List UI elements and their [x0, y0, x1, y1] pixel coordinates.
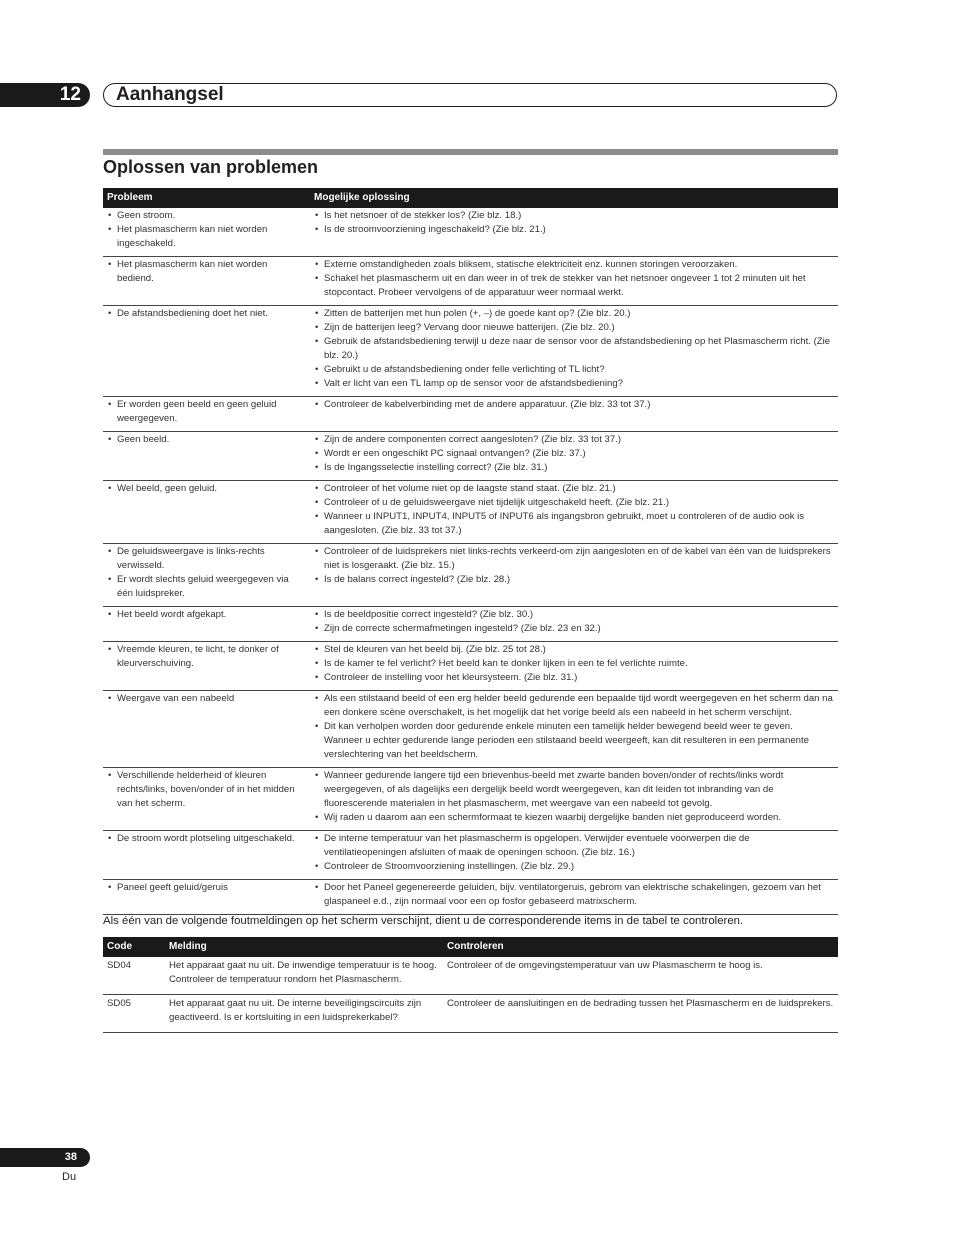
solution-cell	[310, 208, 838, 257]
problem-list	[107, 482, 306, 496]
problem-cell	[103, 831, 310, 880]
solution-list	[314, 832, 834, 874]
page-language: Du	[62, 1171, 77, 1183]
chapter-title: Aanhangsel	[103, 83, 837, 107]
table-row	[103, 607, 838, 642]
problem-cell	[103, 768, 310, 831]
problem-cell	[103, 397, 310, 432]
solution-list	[314, 643, 834, 685]
problem-item: • Het plasmascherm kan niet worden ingeschakeld.	[107, 223, 306, 251]
problem-cell	[103, 481, 310, 544]
problem-list	[107, 307, 306, 321]
problem-cell	[103, 544, 310, 607]
problem-list	[107, 881, 306, 895]
solution-item: • Controleer de Stroomvoorziening instellingen. (Zie blz. 29.)	[314, 860, 834, 874]
solution-item: • Door het Paneel gegenereerde geluiden, bijv. ventilatorgeruis, gebrom van elektrische schakelingen, gezoem van het glaspaneel e.d., zijn normaal voor een op fosfor gebaseerd matrixscherm.	[314, 881, 834, 909]
table-row	[103, 306, 838, 397]
table-row	[103, 257, 838, 306]
solution-cell	[310, 481, 838, 544]
error-codes-intro: Als één van de volgende foutmeldingen op het scherm verschijnt, dient u de corresponderende items in de tabel te controleren.	[103, 915, 744, 927]
solution-item: • Wanneer u INPUT1, INPUT4, INPUT5 of INPUT6 als ingangsbron gebruikt, moet u controleren of de audio ook is aangesloten. (Zie blz. 33 tot 37.)	[314, 510, 834, 538]
problem-list	[107, 692, 306, 706]
problem-cell	[103, 880, 310, 915]
section-title: Oplossen van problemen	[103, 157, 319, 177]
table-row	[103, 481, 838, 544]
solution-cell	[310, 257, 838, 306]
solution-cell	[310, 432, 838, 481]
solution-item: • Gebruik de afstandsbediening terwijl u deze naar de sensor voor de afstandsbediening op het Plasmascherm richt. (Zie blz. 20.)	[314, 335, 834, 363]
solution-item: • Valt er licht van een TL lamp op de sensor voor de afstandsbediening?	[314, 377, 834, 391]
solution-item: • Controleer de kabelverbinding met de andere apparatuur. (Zie blz. 33 tot 37.)	[314, 398, 834, 412]
solution-item: • Zijn de batterijen leeg? Vervang door nieuwe batterijen. (Zie blz. 20.)	[314, 321, 834, 335]
solution-item: • Zijn de correcte schermafmetingen ingesteld? (Zie blz. 23 en 32.)	[314, 622, 834, 636]
solution-item: • Is de balans correct ingesteld? (Zie blz. 28.)	[314, 573, 834, 587]
solution-item: • Als een stilstaand beeld of een erg helder beeld gedurende een bepaalde tijd wordt weergegeven en het scherm dan na een donkere scène overschakelt, is het mogelijk dat het vorige beeld als een nabeeld in het scherm verschijnt.	[314, 692, 834, 720]
problem-list	[107, 832, 306, 846]
table-row	[103, 957, 838, 995]
error-codes-table	[103, 937, 838, 1033]
solution-list	[314, 545, 834, 587]
problem-item: • Geen stroom.	[107, 209, 306, 223]
table-row	[103, 691, 838, 768]
problem-item: • Het beeld wordt afgekapt.	[107, 608, 306, 622]
solution-item: • Controleer de instelling voor het kleursysteem. (Zie blz. 31.)	[314, 671, 834, 685]
problem-cell	[103, 257, 310, 306]
solution-cell	[310, 607, 838, 642]
table-row	[103, 432, 838, 481]
solution-item: • Gebruikt u de afstandsbediening onder felle verlichting of TL licht?	[314, 363, 834, 377]
problem-item: • De stroom wordt plotseling uitgeschakeld.	[107, 832, 306, 846]
table-row	[103, 642, 838, 691]
chapter-number: 12	[0, 83, 90, 107]
check-cell: Controleer of de omgevingstemperatuur van uw Plasmascherm te hoog is.	[443, 957, 838, 995]
section-divider	[103, 149, 838, 155]
solution-list	[314, 608, 834, 636]
solution-list	[314, 258, 834, 300]
problem-list	[107, 433, 306, 447]
troubleshooting-table	[103, 188, 838, 915]
solution-cell	[310, 831, 838, 880]
problem-item: • Vreemde kleuren, te licht, te donker of kleurverschuiving.	[107, 643, 306, 671]
solution-list	[314, 482, 834, 538]
solution-item: • Externe omstandigheden zoals bliksem, statische elektriciteit enz. kunnen storingen veroorzaken.	[314, 258, 834, 272]
solution-item: • Schakel het plasmascherm uit en dan weer in of trek de stekker van het netsnoer ongeveer 1 tot 2 minuten uit het stopcontact. Probeer vervolgens of de apparatuur weer normaal werkt.	[314, 272, 834, 300]
problem-cell	[103, 306, 310, 397]
solution-item: • Wij raden u daarom aan een schermformaat te kiezen waarbij dergelijke banden niet geproduceerd worden.	[314, 811, 834, 825]
table-row	[103, 768, 838, 831]
table-row	[103, 880, 838, 915]
message-cell: Het apparaat gaat nu uit. De inwendige temperatuur is te hoog. Controleer de temperatuur rondom het Plasmascherm.	[165, 957, 443, 995]
problem-item: • Weergave van een nabeeld	[107, 692, 306, 706]
problem-list	[107, 769, 306, 811]
solution-list	[314, 692, 834, 762]
table-row	[103, 397, 838, 432]
code-cell: SD04	[103, 957, 165, 995]
solution-list	[314, 307, 834, 391]
column-header-solution: Mogelijke oplossing	[310, 188, 838, 208]
problem-item: • Er wordt slechts geluid weergegeven via één luidspreker.	[107, 573, 306, 601]
solution-list	[314, 398, 834, 412]
solution-item: • De interne temperatuur van het plasmascherm is opgelopen. Verwijder eventuele voorwerpen die de ventilatieopeningen afsluiten of maak de openingen schoon. (Zie blz. 16.)	[314, 832, 834, 860]
problem-item: • Er worden geen beeld en geen geluid weergegeven.	[107, 398, 306, 426]
solution-item: • Zitten de batterijen met hun polen (+, –) de goede kant op? (Zie blz. 20.)	[314, 307, 834, 321]
solution-item: • Controleer of het volume niet op de laagste stand staat. (Zie blz. 21.)	[314, 482, 834, 496]
table-row	[103, 544, 838, 607]
problem-list	[107, 608, 306, 622]
problem-list	[107, 209, 306, 251]
solution-cell	[310, 544, 838, 607]
solution-list	[314, 881, 834, 909]
problem-item: • De geluidsweergave is links-rechts verwisseld.	[107, 545, 306, 573]
table-row	[103, 831, 838, 880]
solution-cell	[310, 880, 838, 915]
solution-item: • Is de stroomvoorziening ingeschakeld? (Zie blz. 21.)	[314, 223, 834, 237]
problem-item: • De afstandsbediening doet het niet.	[107, 307, 306, 321]
solution-item: • Is de beeldpositie correct ingesteld? (Zie blz. 30.)	[314, 608, 834, 622]
problem-cell	[103, 432, 310, 481]
troubleshooting-header-row	[103, 188, 838, 208]
column-header-check: Controleren	[443, 937, 838, 957]
solution-list	[314, 433, 834, 475]
column-header-code: Code	[103, 937, 165, 957]
solution-list	[314, 769, 834, 825]
problem-item: • Verschillende helderheid of kleuren rechts/links, boven/onder of in het midden van het scherm.	[107, 769, 306, 811]
problem-item: • Paneel geeft geluid/geruis	[107, 881, 306, 895]
error-codes-header-row	[103, 937, 838, 957]
problem-list	[107, 545, 306, 601]
problem-cell	[103, 607, 310, 642]
column-header-message: Melding	[165, 937, 443, 957]
solution-item: • Stel de kleuren van het beeld bij. (Zie blz. 25 tot 28.)	[314, 643, 834, 657]
solution-item: • Wordt er een ongeschikt PC signaal ontvangen? (Zie blz. 37.)	[314, 447, 834, 461]
solution-item: • Is het netsnoer of de stekker los? (Zie blz. 18.)	[314, 209, 834, 223]
problem-cell	[103, 208, 310, 257]
solution-item: • Controleer of u de geluidsweergave niet tijdelijk uitgeschakeld heeft. (Zie blz. 21.)	[314, 496, 834, 510]
problem-item: • Geen beeld.	[107, 433, 306, 447]
solution-item: • Is de kamer te fel verlicht? Het beeld kan te donker lijken in een te fel verlichte ruimte.	[314, 657, 834, 671]
solution-cell	[310, 691, 838, 768]
solution-item: • Dit kan verholpen worden door gedurende enkele minuten een tamelijk helder bewegend beeld weer te geven. Wanneer u echter gedurende lange perioden een stilstaand beeld weergeeft, kan dit resulteren in een permanente verslechtering van het beeldscherm.	[314, 720, 834, 762]
table-row	[103, 208, 838, 257]
table-row	[103, 995, 838, 1033]
solution-item: • Wanneer gedurende langere tijd een brievenbus-beeld met zwarte banden boven/onder of rechts/links wordt weergegeven, of als dagelijks een dergelijk beeld wordt weergegeven, kan dit leiden tot inbranding van de fluorescerende materialen in het plasmascherm, met weergave van een nabeeld tot gevolg.	[314, 769, 834, 811]
solution-item: • Is de Ingangsselectie instelling correct? (Zie blz. 31.)	[314, 461, 834, 475]
solution-cell	[310, 306, 838, 397]
column-header-problem: Probleem	[103, 188, 310, 208]
solution-list	[314, 209, 834, 237]
problem-cell	[103, 642, 310, 691]
problem-item: • Het plasmascherm kan niet worden bediend.	[107, 258, 306, 286]
check-cell: Controleer de aansluitingen en de bedrading tussen het Plasmascherm en de luidsprekers.	[443, 995, 838, 1033]
solution-cell	[310, 642, 838, 691]
problem-item: • Wel beeld, geen geluid.	[107, 482, 306, 496]
problem-list	[107, 258, 306, 286]
problem-list	[107, 643, 306, 671]
message-cell: Het apparaat gaat nu uit. De interne beveiligingscircuits zijn geactiveerd. Is er kortsluiting in een luidsprekerkabel?	[165, 995, 443, 1033]
page-number: 38	[0, 1148, 90, 1167]
solution-item: • Zijn de andere componenten correct aangesloten? (Zie blz. 33 tot 37.)	[314, 433, 834, 447]
problem-cell	[103, 691, 310, 768]
solution-cell	[310, 768, 838, 831]
solution-item: • Controleer of de luidsprekers niet links-rechts verkeerd-om zijn aangesloten en of de kabel van één van de luidsprekers niet is losgeraakt. (Zie blz. 15.)	[314, 545, 834, 573]
problem-list	[107, 398, 306, 426]
solution-cell	[310, 397, 838, 432]
code-cell: SD05	[103, 995, 165, 1033]
